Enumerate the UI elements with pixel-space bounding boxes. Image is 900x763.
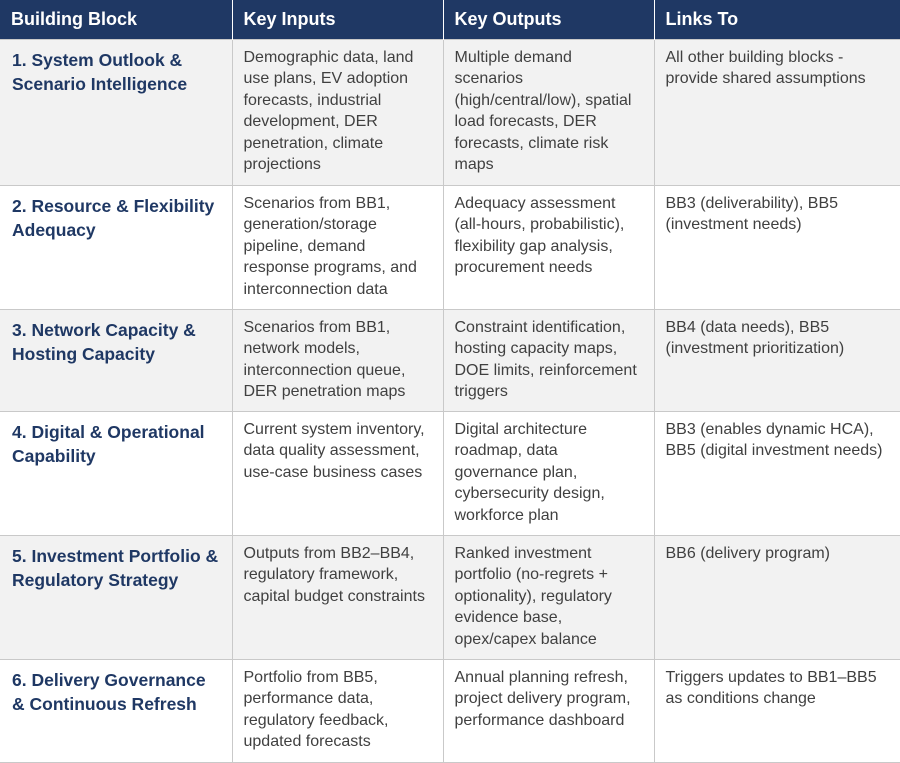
header-building-block: Building Block: [0, 0, 232, 39]
building-block-cell: 6. Delivery Governance & Continuous Refresh: [0, 659, 232, 762]
key-inputs-cell: Scenarios from BB1, network models, interconnection queue, DER penetration maps: [232, 309, 443, 411]
header-key-inputs: Key Inputs: [232, 0, 443, 39]
links-to-cell: All other building blocks - provide shared assumptions: [654, 39, 900, 185]
building-block-cell: 1. System Outlook & Scenario Intelligence: [0, 39, 232, 185]
table-row: [0, 411, 900, 535]
links-to-cell: Triggers updates to BB1–BB5 as conditions change: [654, 659, 900, 762]
key-inputs-cell: Scenarios from BB1, generation/storage pipeline, demand response programs, and interconnection data: [232, 185, 443, 309]
key-inputs-cell: Current system inventory, data quality assessment, use-case business cases: [232, 411, 443, 535]
table-row: [0, 309, 900, 411]
table-row: [0, 535, 900, 659]
header-key-outputs: Key Outputs: [443, 0, 654, 39]
key-outputs-cell: Ranked investment portfolio (no-regrets + optionality), regulatory evidence base, opex/capex balance: [443, 535, 654, 659]
key-inputs-cell: Portfolio from BB5, performance data, regulatory feedback, updated forecasts: [232, 659, 443, 762]
table-row: [0, 185, 900, 309]
links-to-cell: BB3 (deliverability), BB5 (investment needs): [654, 185, 900, 309]
table-body: [0, 39, 900, 762]
key-outputs-cell: Adequacy assessment (all-hours, probabilistic), flexibility gap analysis, procurement needs: [443, 185, 654, 309]
building-block-cell: 4. Digital & Operational Capability: [0, 411, 232, 535]
building-block-cell: 5. Investment Portfolio & Regulatory Strategy: [0, 535, 232, 659]
key-inputs-cell: Outputs from BB2–BB4, regulatory framework, capital budget constraints: [232, 535, 443, 659]
table-header: [0, 0, 900, 39]
header-links-to: Links To: [654, 0, 900, 39]
key-outputs-cell: Digital architecture roadmap, data governance plan, cybersecurity design, workforce plan: [443, 411, 654, 535]
table-row: [0, 659, 900, 762]
building-block-cell: 2. Resource & Flexibility Adequacy: [0, 185, 232, 309]
key-outputs-cell: Multiple demand scenarios (high/central/low), spatial load forecasts, DER forecasts, climate risk maps: [443, 39, 654, 185]
links-to-cell: BB4 (data needs), BB5 (investment prioritization): [654, 309, 900, 411]
key-outputs-cell: Annual planning refresh, project delivery program, performance dashboard: [443, 659, 654, 762]
key-inputs-cell: Demographic data, land use plans, EV adoption forecasts, industrial development, DER penetration, climate projections: [232, 39, 443, 185]
links-to-cell: BB3 (enables dynamic HCA), BB5 (digital investment needs): [654, 411, 900, 535]
links-to-cell: BB6 (delivery program): [654, 535, 900, 659]
key-outputs-cell: Constraint identification, hosting capacity maps, DOE limits, reinforcement triggers: [443, 309, 654, 411]
table-row: [0, 39, 900, 185]
header-row: [0, 0, 900, 39]
building-block-cell: 3. Network Capacity & Hosting Capacity: [0, 309, 232, 411]
